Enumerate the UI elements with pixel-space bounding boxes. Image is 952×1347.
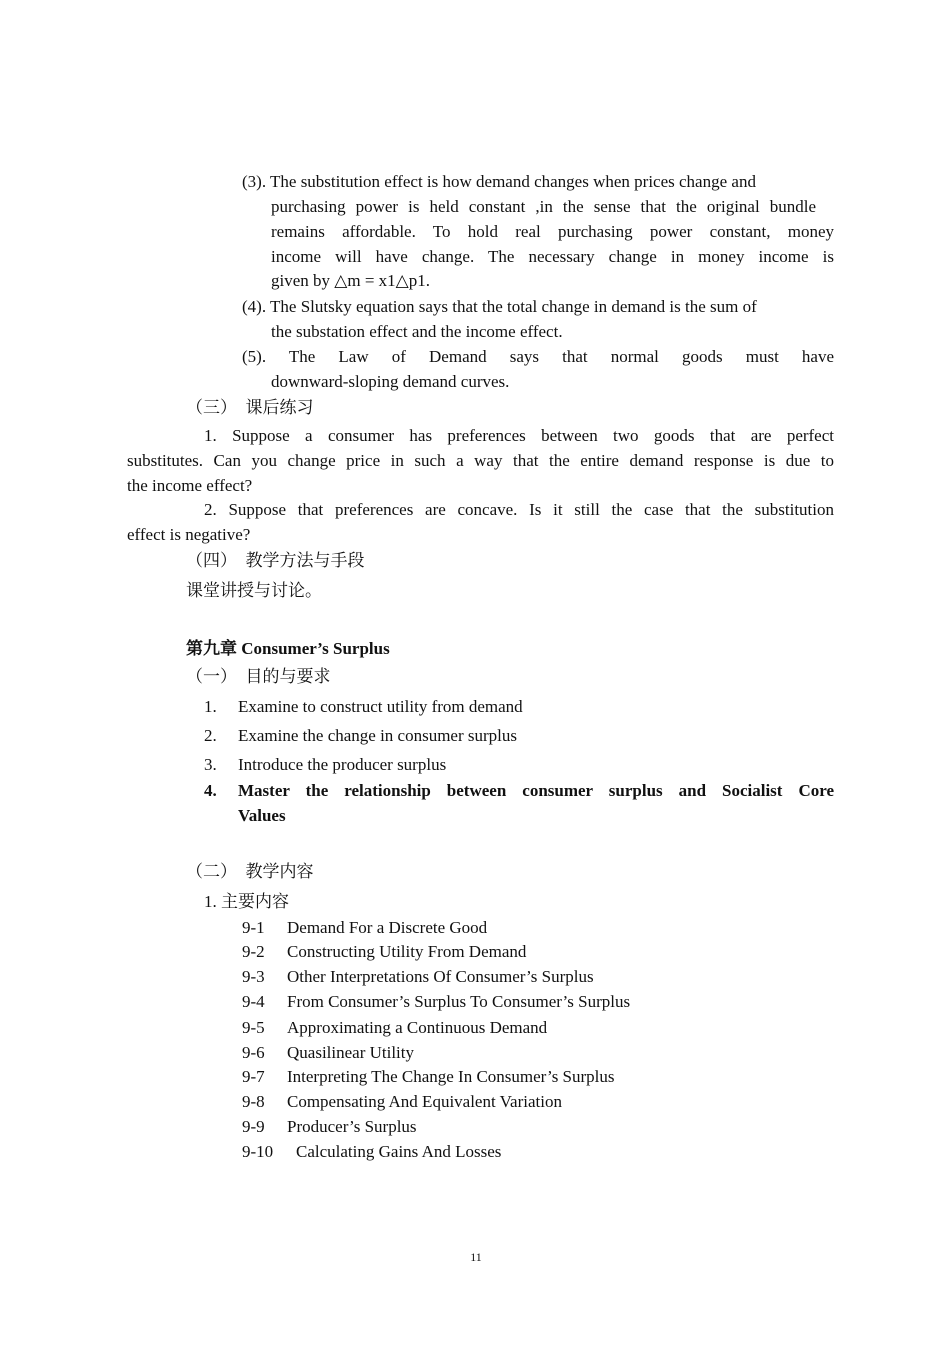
methods-heading: （四） 教学方法与手段 xyxy=(186,551,365,570)
chapter-title-en: Consumer’s Surplus xyxy=(241,639,390,658)
section-title: Calculating Gains And Losses xyxy=(296,1142,502,1161)
section-number: 9-3 xyxy=(242,967,265,986)
section-title: Interpreting The Change In Consumer’s Surplus xyxy=(287,1067,615,1086)
exercise-2-line-1: 2. Suppose that preferences are concave. Is it still the case that the substitution xyxy=(204,500,834,519)
goal-3-text: Introduce the producer surplus xyxy=(238,755,447,774)
goal-4-text-cont: Values xyxy=(238,806,286,825)
methods-text: 课堂讲授与讨论。 xyxy=(186,581,322,600)
section-title: Other Interpretations Of Consumer’s Surplus xyxy=(287,967,594,986)
summary-item-3-line-4: income will have change. The necessary change in money income is xyxy=(271,247,834,266)
section-number: 9-1 xyxy=(242,918,265,937)
goal-1-number: 1. xyxy=(204,697,217,716)
main-content-heading: 1. 主要内容 xyxy=(204,892,289,911)
exercise-1-line-3: the income effect? xyxy=(127,476,253,495)
section-number: 9-10 xyxy=(242,1142,274,1161)
summary-item-5-line-1: (5). The Law of Demand says that normal goods must have xyxy=(242,347,834,366)
goal-3-number: 3. xyxy=(204,755,217,774)
summary-item-4-line-2: the substation effect and the income effect. xyxy=(271,322,563,341)
section-title: Approximating a Continuous Demand xyxy=(287,1018,548,1037)
chapter-title-cn: 第九章 xyxy=(186,639,237,658)
section-number: 9-7 xyxy=(242,1067,265,1086)
section-title: From Consumer’s Surplus To Consumer’s Surplus xyxy=(287,992,631,1011)
goal-2-number: 2. xyxy=(204,726,217,745)
summary-item-3-line-5: given by △m = x1△p1. xyxy=(271,271,430,290)
section-title: Constructing Utility From Demand xyxy=(287,942,527,961)
chapter-title xyxy=(186,637,390,661)
section-number: 9-8 xyxy=(242,1092,265,1111)
section-number: 9-5 xyxy=(242,1018,265,1037)
section-title: Producer’s Surplus xyxy=(287,1117,417,1136)
goals-heading: （一） 目的与要求 xyxy=(186,667,331,686)
section-title: Quasilinear Utility xyxy=(287,1043,415,1062)
summary-item-3-line-2: purchasing power is held constant ,in the sense that the original bundle xyxy=(271,197,816,216)
section-number: 9-6 xyxy=(242,1043,265,1062)
goal-4-number: 4. xyxy=(204,781,217,800)
content-heading: （二） 教学内容 xyxy=(186,862,314,881)
section-number: 9-4 xyxy=(242,992,265,1011)
section-number: 9-9 xyxy=(242,1117,265,1136)
summary-item-5-line-2: downward-sloping demand curves. xyxy=(271,372,510,391)
summary-item-3-line-1: (3). The substitution effect is how demand changes when prices change and xyxy=(242,172,756,191)
section-title: Compensating And Equivalent Variation xyxy=(287,1092,562,1111)
exercise-1-line-1: 1. Suppose a consumer has preferences between two goods that are perfect xyxy=(204,426,834,445)
summary-item-4-line-1: (4). The Slutsky equation says that the total change in demand is the sum of xyxy=(242,297,757,316)
exercises-heading: （三） 课后练习 xyxy=(186,398,314,417)
section-number: 9-2 xyxy=(242,942,265,961)
goal-2-text: Examine the change in consumer surplus xyxy=(238,726,518,745)
goal-1-text: Examine to construct utility from demand xyxy=(238,697,523,716)
goal-4-text: Master the relationship between consumer surplus and Socialist Core xyxy=(238,781,834,800)
section-title: Demand For a Discrete Good xyxy=(287,918,488,937)
summary-item-3-line-3: remains affordable. To hold real purchasing power constant, money xyxy=(271,222,834,241)
page-number: 11 xyxy=(470,1250,482,1264)
exercise-2-line-2: effect is negative? xyxy=(127,525,251,544)
exercise-1-line-2: substitutes. Can you change price in such a way that the entire demand response is due to xyxy=(127,451,834,470)
